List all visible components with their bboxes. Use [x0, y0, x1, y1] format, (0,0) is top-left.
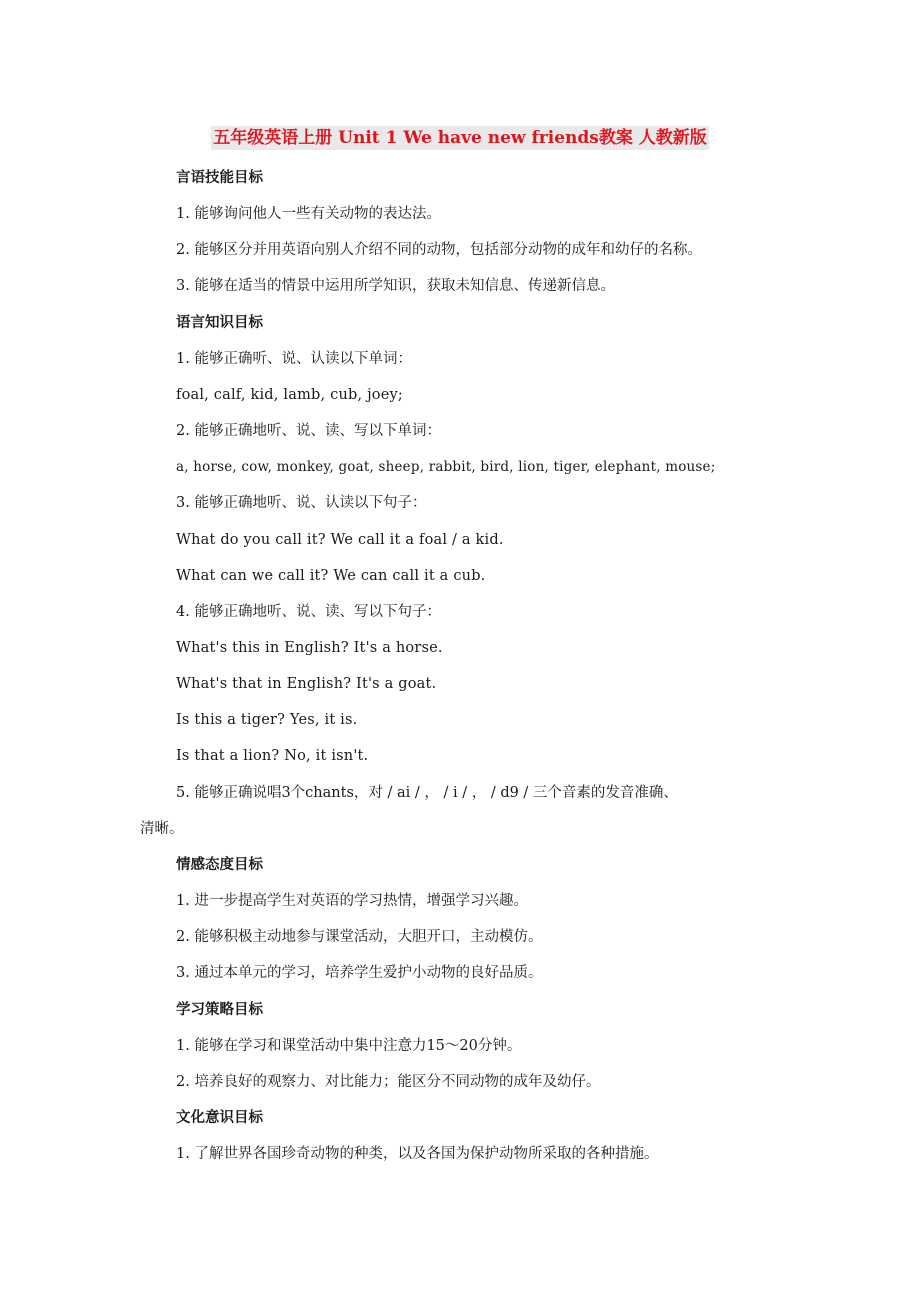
- text-line: 1. 能够询问他人一些有关动物的表达法。: [176, 206, 441, 222]
- section-heading: 文化意识目标: [176, 1110, 263, 1126]
- text-line: Is this a tiger? Yes, it is.: [176, 712, 358, 728]
- document-title-text: 五年级英语上册 Unit 1 We have new friends教案 人教新版: [213, 128, 707, 148]
- text-line: What's this in English? It's a horse.: [176, 640, 443, 656]
- text-line: 2. 能够积极主动地参与课堂活动，大胆开口，主动模仿。: [176, 929, 543, 945]
- text-line: Is that a lion? No, it isn't.: [176, 748, 369, 764]
- text-line: 1. 能够在学习和课堂活动中集中注意力15～20分钟。: [176, 1038, 522, 1054]
- section-heading: 语言知识目标: [176, 315, 263, 331]
- text-line: 1. 了解世界各国珍奇动物的种类，以及各国为保护动物所采取的各种措施。: [176, 1146, 659, 1162]
- text-line: foal, calf, kid, lamb, cub, joey;: [176, 387, 403, 403]
- text-line: a, horse, cow, monkey, goat, sheep, rabbit, bird, lion, tiger, elephant, mouse;: [176, 459, 716, 475]
- text-line: 5. 能够正确说唱3个chants，对 / ai / ， / i / ， / d9 / 三个音素的发音准确、: [176, 785, 678, 801]
- text-line: 2. 能够正确地听、说、读、写以下单词：: [176, 423, 441, 439]
- text-line: What's that in English? It's a goat.: [176, 676, 437, 692]
- text-line: 2. 培养良好的观察力、对比能力；能区分不同动物的成年及幼仔。: [176, 1074, 601, 1090]
- text-line: 1. 进一步提高学生对英语的学习热情，增强学习兴趣。: [176, 893, 528, 909]
- text-line: 2. 能够区分并用英语向别人介绍不同的动物，包括部分动物的成年和幼仔的名称。: [176, 242, 702, 258]
- text-line: 3. 能够正确地听、说、认读以下句子：: [176, 495, 427, 511]
- text-line: What do you call it? We call it a foal / a kid.: [176, 532, 504, 548]
- text-line: What can we call it? We can call it a cub.: [176, 568, 486, 584]
- section-heading: 言语技能目标: [176, 170, 263, 186]
- text-line: 4. 能够正确地听、说、读、写以下句子：: [176, 604, 441, 620]
- section-heading: 情感态度目标: [176, 857, 263, 873]
- text-line: 3. 能够在适当的情景中运用所学知识，获取未知信息、传递新信息。: [176, 278, 615, 294]
- text-line: 1. 能够正确听、说、认读以下单词：: [176, 351, 412, 367]
- section-heading: 学习策略目标: [176, 1002, 263, 1018]
- text-line: 3. 通过本单元的学习，培养学生爱护小动物的良好品质。: [176, 965, 543, 981]
- text-line: 清晰。: [140, 821, 184, 837]
- document-title: [0, 123, 920, 148]
